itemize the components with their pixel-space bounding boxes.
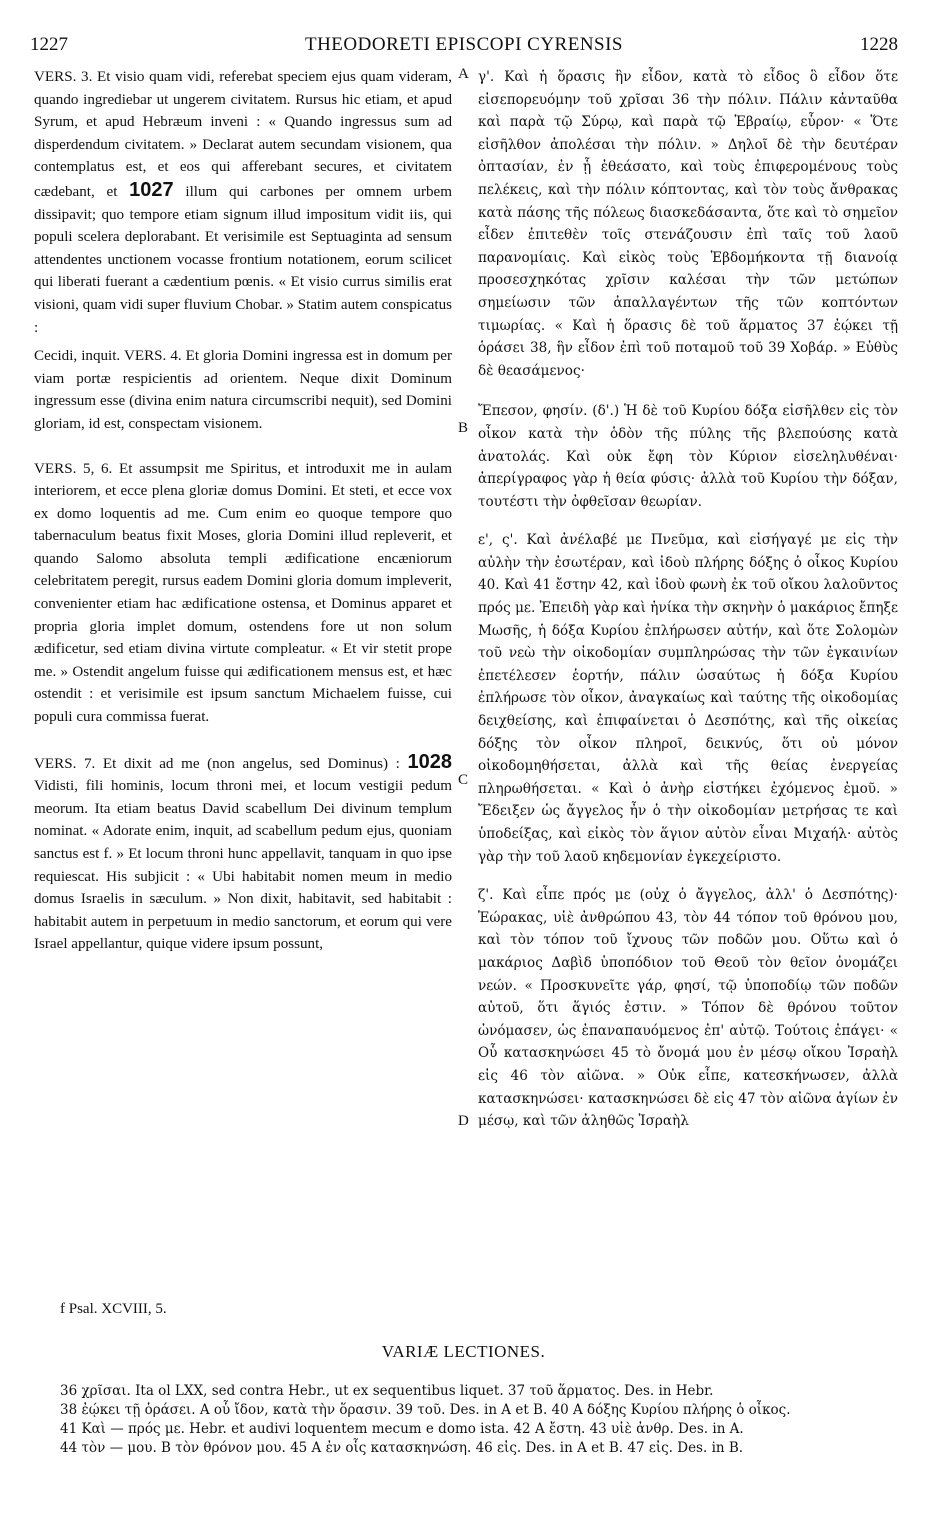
latin-column [34,66,452,972]
column-marker-1027: 1027 [129,178,174,201]
greek-text: γ'. Καὶ ἡ ὅρασις ἣν εἶδον, κατὰ τὸ εἶδος ὃ εἶδον ὅτε εἰσεπορευόμην τοῦ χρῖσαι 36 τὴν πόλιν. Πάλιν κἀνταῦθα καὶ παρὰ τῷ Σύρῳ, καὶ παρὰ τῷ Ἑβραίῳ, εὗρον· « Ὅτε εἰσῆλθον ἀπολέσαι τὴν πόλιν. » Δηλοῖ δὲ τὴν δευτέραν ὀπτασίαν, ἐν ᾗ ἐθεάσατο, καὶ τοὺς ἐπιφερομένους τοὺς πελέκεις, καὶ τὴν πόλιν κόπτοντας, καὶ τὸν τοὺς ἄνθρακας κατὰ πάσης τῆς πόλεως διασκεδάσαντα, ὅτε καὶ τὸ σημεῖον εἶδεν ἐπιτεθὲν τοῖς στενάζουσιν ἐπὶ ταῖς τοῦ λαοῦ παρανομίαις. Καὶ εἰκὸς τοὺς Ἑβδομήκοντα τῇ διανοίᾳ προσεσχηκότας χρῖσιν καλέσαι τὴν τῶν μετώπων σημείωσιν τῶν ἀπαλλαγέντων τῆς τῶν κοπτόντων τιμωρίας. « Καὶ ἡ ὅρασις δὲ τοῦ ἅρματος 37 ἐῴκει τῇ ὁράσει 38, ἣν εἶδον ἐπὶ τοῦ ποταμοῦ τοῦ 39 Χοβάρ. » Εὐθὺς δὲ θεασάμενος· [478,69,898,379]
right-column-number: 1228 [860,34,898,55]
variae-lectiones [60,1382,900,1458]
greek-paragraph [478,529,898,868]
latin-paragraph [34,66,452,339]
section-marker-c: C [458,772,469,788]
section-marker-d: D [458,1113,469,1129]
variant-line: 41 Καὶ — πρός με. Hebr. et audivi loquentem mecum e domo ista. 42 A ἔστη. 43 υἱὲ ἀνθρ. Des. in A. [60,1421,744,1437]
latin-text: Cecidi, inquit. VERS. 4. Et gloria Domini ingressa est in domum per viam portæ respicientis ad orientem. Neque dixit Dominum ingressum esse (divina enim natura circumscribi nequit), sed Domini gloriam, id est, conspectam visionem. [34,348,452,432]
greek-paragraph [478,400,898,513]
latin-text: VERS. 7. Et dixit ad me (non angelus, sed Dominus) : [34,755,400,772]
variant-line: 36 χρῖσαι. Ita ol LXX, sed contra Hebr., ut ex sequentibus liquet. 37 τοῦ ἅρματος. Des. in Hebr. [60,1383,714,1399]
page-header [30,34,898,64]
latin-paragraph [34,345,452,435]
footnote: f Psal. XCVIII, 5. [60,1301,167,1317]
variant-line: 44 τὸν — μου. B τὸν θρόνον μου. 45 A ἐν οἷς κατασκηνώση. 46 εἰς. Des. in A et B. 47 εἰς. Des. in B. [60,1440,744,1456]
section-marker-b: B [458,420,469,436]
latin-text: illum qui carbones per omnem urbem dissipavit; quo tempore etiam signum illud impositum vidit iis, qui populi scelera deplorabant. Et verisimile est Septuaginta ad sensum attendentes unctionem vocasse frontium notationem, eorum scilicet qui liberati fuerant a cædentium pœnis. « Et visio currus similis erat visioni, quam vidi super fluvium Chobar. » Statim autem conspicatus : [34,183,452,336]
greek-paragraph [478,884,898,1133]
greek-text: ε', ς'. Καὶ ἀνέλαβέ με Πνεῦμα, καὶ εἰσήγαγέ με εἰς τὴν αὐλὴν τὴν ἐσωτέραν, καὶ ἰδοὺ πλήρης δόξης ὁ οἶκος Κυρίου 40. Καὶ 41 ἔστην 42, καὶ ἰδοὺ φωνὴ ἐκ τοῦ οἴκου λαλοῦντος πρός με. Ἐπειδὴ γὰρ καὶ ἡνίκα τὴν σκηνὴν ὁ μακάριος ἔπηξε Μωσῆς, ἡ δόξα Κυρίου ἐπλήρωσεν αὐτήν, καὶ ὅτε Σολομὼν τοῦ νεὼ τὴν οἰκοδομίαν συμπληρώσας τὴν τῶν ἐγκαινίων ἐπετέλεσεν ἑορτήν, πάλιν ὡσαύτως ἡ δόξα Κυρίου ἐπλήρωσε τὸν οἶκον, ἀναγκαίως καὶ ταύτης τῆς οἰκοδομίας δειχθείσης, καὶ ἐπιφαίνεται ὁ Δεσπότης, καὶ τῆς οἰκείας δόξης τὸν οἶκον πληροῖ, δεικνύς, ὅτι οὐ μόνον οἰκοδομηθήσεται, ἀλλὰ καὶ τῆς θείας ἐνεργείας πληρωθήσεται. « Καὶ ὁ ἀνὴρ εἱστήκει ἐχόμενος ἐμοῦ. » Ἔδειξεν ὡς ἄγγελος ἦν ὁ τὴν οἰκοδομίαν μετρήσας τε καὶ ὑποδείξας, καὶ εἰκὸς τὸν ἅγιον αὐτὸν εἶναι Μιχαήλ· αὐτὸς γὰρ τὴν τοῦ λαοῦ κηδεμονίαν ἐγκεχείριστο. [478,532,898,865]
latin-text: VERS. 5, 6. Et assumpsit me Spiritus, et introduxit me in aulam interiorem, et ecce plena gloriæ domus Domini. Et steti, et ecce vox ex domo loquentis ad me. Cum enim eo quoque tempore quo tabernaculum beatus fixit Moses, gloria Domini illud repleverit, et quando Salomo absoluta templi ædificatione encæniorum celebritatem peregit, rursus eadem Domini gloria domum impleverit, convenienter etiam hac ædificatione ostensa, et Dominus apparet et propria gloria implet domum, ostendens fore ut non solum ædificetur, sed etiam divina virtute compleatur. « Et vir stetit prope me. » Ostendit angelum fuisse qui ædificationem mensus est, et hæc ostendit : et verisimile est ipsum sanctum Michaelem fuisse, cui populi cura commissa fuerat. [34,460,452,726]
left-column-number: 1227 [30,34,68,55]
latin-text: Vidisti, fili hominis, locum throni mei, et locum vestigii pedum meorum. Ita etiam beatus David scabellum Dei divinum templum nominat. « Adorate enim, inquit, ad scabellum pedum ejus, quoniam sanctus est f. » Et locum throni hunc appellavit, tanquam in quo ipse requiescat. His subjicit : « Ubi habitabit nomen meum in medio domus Israelis in sæculum. » Non dixit, habitavit, sed habitabit : habitabit autem in perpetuum in medio sanctorum, et eorum qui vere Israel appellantur, quique videre ipsum possunt, [34,778,452,953]
section-marker-a: A [458,66,469,82]
variae-lectiones-heading: VARIÆ LECTIONES. [381,1342,546,1361]
latin-paragraph [34,458,452,729]
running-title: THEODORETI EPISCOPI CYRENSIS [304,34,624,55]
greek-paragraph [478,66,898,382]
greek-text: Ἔπεσον, φησίν. (δ'.) Ἡ δὲ τοῦ Κυρίου δόξα εἰσῆλθεν εἰς τὸν οἶκον κατὰ τὴν ὁδὸν τῆς πύλης τῆς βλεπούσης κατὰ ἀνατολάς. Καὶ οὐκ ἔφη τὸν Κύριον εἰσεληλυθέναι· ἀπερίγραφος γὰρ ἡ θεία φύσις· ἀλλὰ τοῦ Κυρίου τὴν δόξαν, τουτέστι τὴν ὀφθεῖσαν θεωρίαν. [478,403,898,510]
column-marker-1028: 1028 [407,750,452,773]
variant-line: 38 ἐῴκει τῇ ὁράσει. A οὗ ἴδον, κατὰ τὴν ὅρασιν. 39 τοῦ. Des. in A et B. 40 A δόξης Κυρίου πλήρης ὁ οἶκος. [60,1402,791,1418]
greek-text: ζ'. Καὶ εἶπε πρός με (οὐχ ὁ ἄγγελος, ἀλλ' ὁ Δεσπότης)· Ἑώρακας, υἱὲ ἀνθρώπου 43, τὸν 44 τόπον τοῦ θρόνου μου, καὶ τὸν τόπον τοῦ ἴχνους τῶν ποδῶν μου. Οὕτω καὶ ὁ μακάριος Δαβὶδ ὑποπόδιον τοῦ Θεοῦ τὸν θεῖον ὀνομάζει νεών. « Προσκυνεῖτε γάρ, φησί, τῷ ὑποποδίῳ τῶν ποδῶν αὐτοῦ, ὅτι ἅγιός ἐστιν. » Τόπον δὲ θρόνου τοῦτον ὠνόμασεν, ὡς ἐπαναπαυόμενος ἐπ' αὐτῷ. Τούτοις ἐπάγει· « Οὗ κατασκηνώσει 45 τὸ ὄνομά μου ἐν μέσῳ οἴκου Ἰσραὴλ εἰς 46 τὸν αἰῶνα. » Οὐκ εἶπε, κατεσκήνωσεν, ἀλλὰ κατασκηνώσει· κατασκηνώσει δὲ εἰς 47 τὸν αἰῶνα ἁγίων ἐν μέσῳ, καὶ τῶν ἀληθῶς Ἰσραὴλ [478,887,898,1130]
latin-text: VERS. 3. Et visio quam vidi, referebat speciem ejus quam videram, quando ingrediebar ut ungerem civitatem. Rursus hic etiam, et apud Syrum, et apud Hebræum inveni : « Quando ingressus sum ad disperdendum civitatem. » Declarat autem secundam visionem, qua contemplatus est, et eos qui afferebant secures, et civitatem cædebant, et [34,69,452,200]
greek-column [478,66,898,1149]
latin-paragraph [34,751,452,956]
